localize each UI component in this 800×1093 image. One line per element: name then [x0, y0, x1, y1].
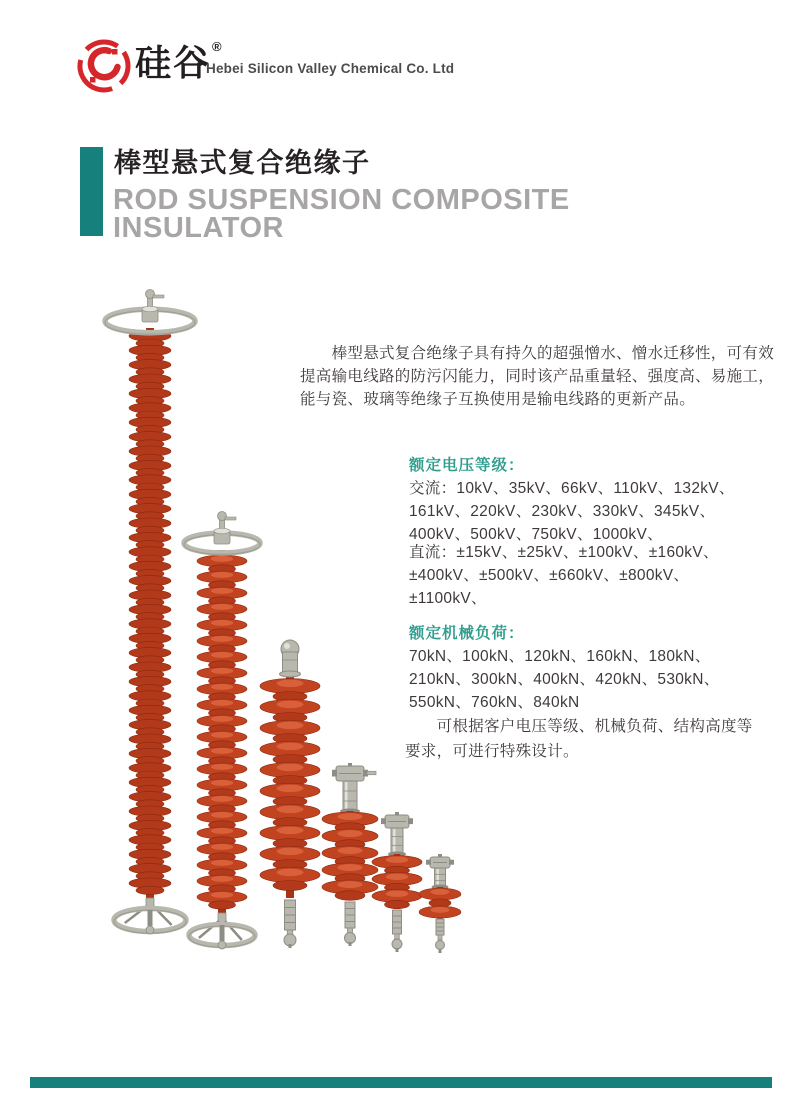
intro-paragraph: 棒型悬式复合绝缘子具有持久的超强憎水、憎水迁移性，可有效 提高输电线路的防污闪能力，同时该产品重量轻、强度高、易施工， 能与瓷、玻璃等绝缘子互换使用是输电线路的更新产品。: [300, 345, 775, 408]
insulator-image-2: [180, 513, 265, 955]
insulator-image-3: [255, 640, 325, 955]
page-title-en: [113, 186, 570, 242]
logo-text: 硅谷: [135, 42, 212, 83]
title-accent-bar: [80, 147, 103, 236]
page-title-en-line2: INSULATOR: [113, 212, 284, 244]
bottom-accent-bar: [30, 1077, 772, 1088]
mechanical-values: 70kN、100kN、120kN、160kN、180kN、 210kN、300kN、400kN、420kN、530kN、 550kN、760kN、840kN: [409, 648, 720, 711]
page-title-en-line1: ROD SUSPENSION COMPOSITE: [113, 184, 570, 216]
voltage-dc-values: 直流：±15kV、±25kV、±100kV、±160kV、 ±400kV、±500kV、±660kV、±800kV、 ±1100kV、: [409, 544, 719, 607]
voltage-heading: 额定电压等级：: [409, 457, 525, 474]
page-title-zh: 棒型悬式复合绝缘子: [114, 148, 371, 178]
company-name: Hebei Silicon Valley Chemical Co. Ltd: [206, 61, 455, 76]
voltage-ac-values: 交流：10kV、35kV、66kV、110kV、132kV、 161kV、220kV、230kV、330kV、345kV、 400kV、500kV、750kV、1000kV、: [409, 480, 735, 543]
logo-icon: [76, 38, 132, 94]
registered-mark: ®: [212, 39, 222, 54]
insulator-image-6: [417, 855, 464, 954]
mechanical-heading: 额定机械负荷：: [409, 625, 525, 642]
custom-design-note: 可根据客户电压等级、机械负荷、结构高度等 要求，可进行特殊设计。: [405, 718, 753, 760]
